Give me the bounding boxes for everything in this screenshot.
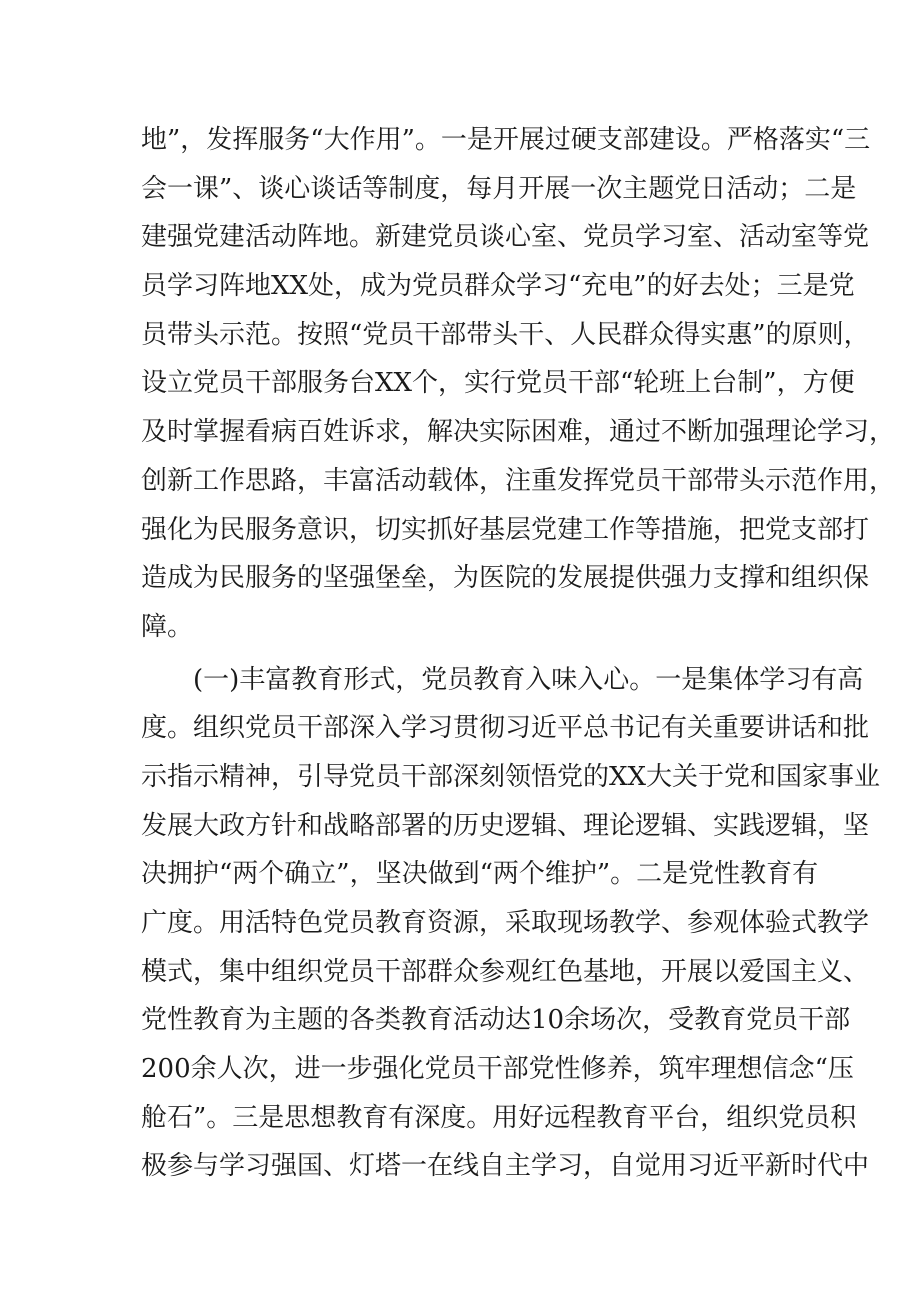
- text-line: 会一课”、谈心谈话等制度，每月开展一次主题党日活动；二是: [141, 173, 857, 204]
- text-line: 员学习阵地XX处，成为党员群众学习“充电”的好去处；三是党: [141, 271, 855, 302]
- text-line: 党性教育为主题的各类教育活动达10余场次，受教育党员干部: [141, 1005, 851, 1036]
- text-line: 舱石”。三是思想教育有深度。用好远程教育平台，组织党员积: [141, 1102, 857, 1133]
- text-line: 创新工作思路，丰富活动载体，注重发挥党员干部带头示范作用，: [141, 465, 896, 496]
- text-line: 模式，集中组织党员干部群众参观红色基地，开展以爱国主义、: [141, 956, 870, 987]
- text-line: 200余人次，进一步强化党员干部党性修养，筑牢理想信念“压: [141, 1054, 854, 1085]
- text-line: 示指示精神，引导党员干部深刻领悟党的XX大关于党和国家事业: [141, 761, 881, 792]
- text-line: 度。组织党员干部深入学习贯彻习近平总书记有关重要讲话和批: [141, 713, 870, 744]
- text-line: 员带头示范。按照“党员干部带头干、人民群众得实惠”的原则，: [141, 319, 870, 350]
- paragraph-2: [141, 656, 881, 1192]
- text-line: (一)丰富教育形式，党员教育入味入心。一是集体学习有高: [193, 664, 864, 695]
- text-line: 地”，发挥服务“大作用”。一是开展过硬支部建设。严格落实“三: [141, 125, 871, 155]
- text-line: 发展大政方针和战略部署的历史逻辑、理论逻辑、实践逻辑，坚: [141, 810, 870, 841]
- text-line: 广度。用活特色党员教育资源，采取现场教学、参观体验式教学: [141, 908, 870, 938]
- text-line: 极参与学习强国、灯塔一在线自主学习，自觉用习近平新时代中: [141, 1151, 870, 1182]
- text-line: 障。: [141, 611, 194, 642]
- body-text: [141, 116, 896, 1191]
- text-line: 造成为民服务的坚强堡垒，为医院的发展提供强力支撑和组织保: [141, 563, 870, 594]
- paragraph-1: [141, 116, 896, 652]
- text-line: 强化为民服务意识，切实抓好基层党建工作等措施，把党支部打: [141, 514, 870, 545]
- text-line: 设立党员干部服务台XX个，实行党员干部“轮班上台制”，方便: [141, 368, 855, 399]
- text-line: 及时掌握看病百姓诉求，解决实际困难，通过不断加强理论学习，: [141, 417, 896, 448]
- text-line: 建强党建活动阵地。新建党员谈心室、党员学习室、活动室等党: [141, 222, 870, 253]
- text-line: 决拥护“两个确立”，坚决做到“两个维护”。二是党性教育有: [141, 859, 819, 890]
